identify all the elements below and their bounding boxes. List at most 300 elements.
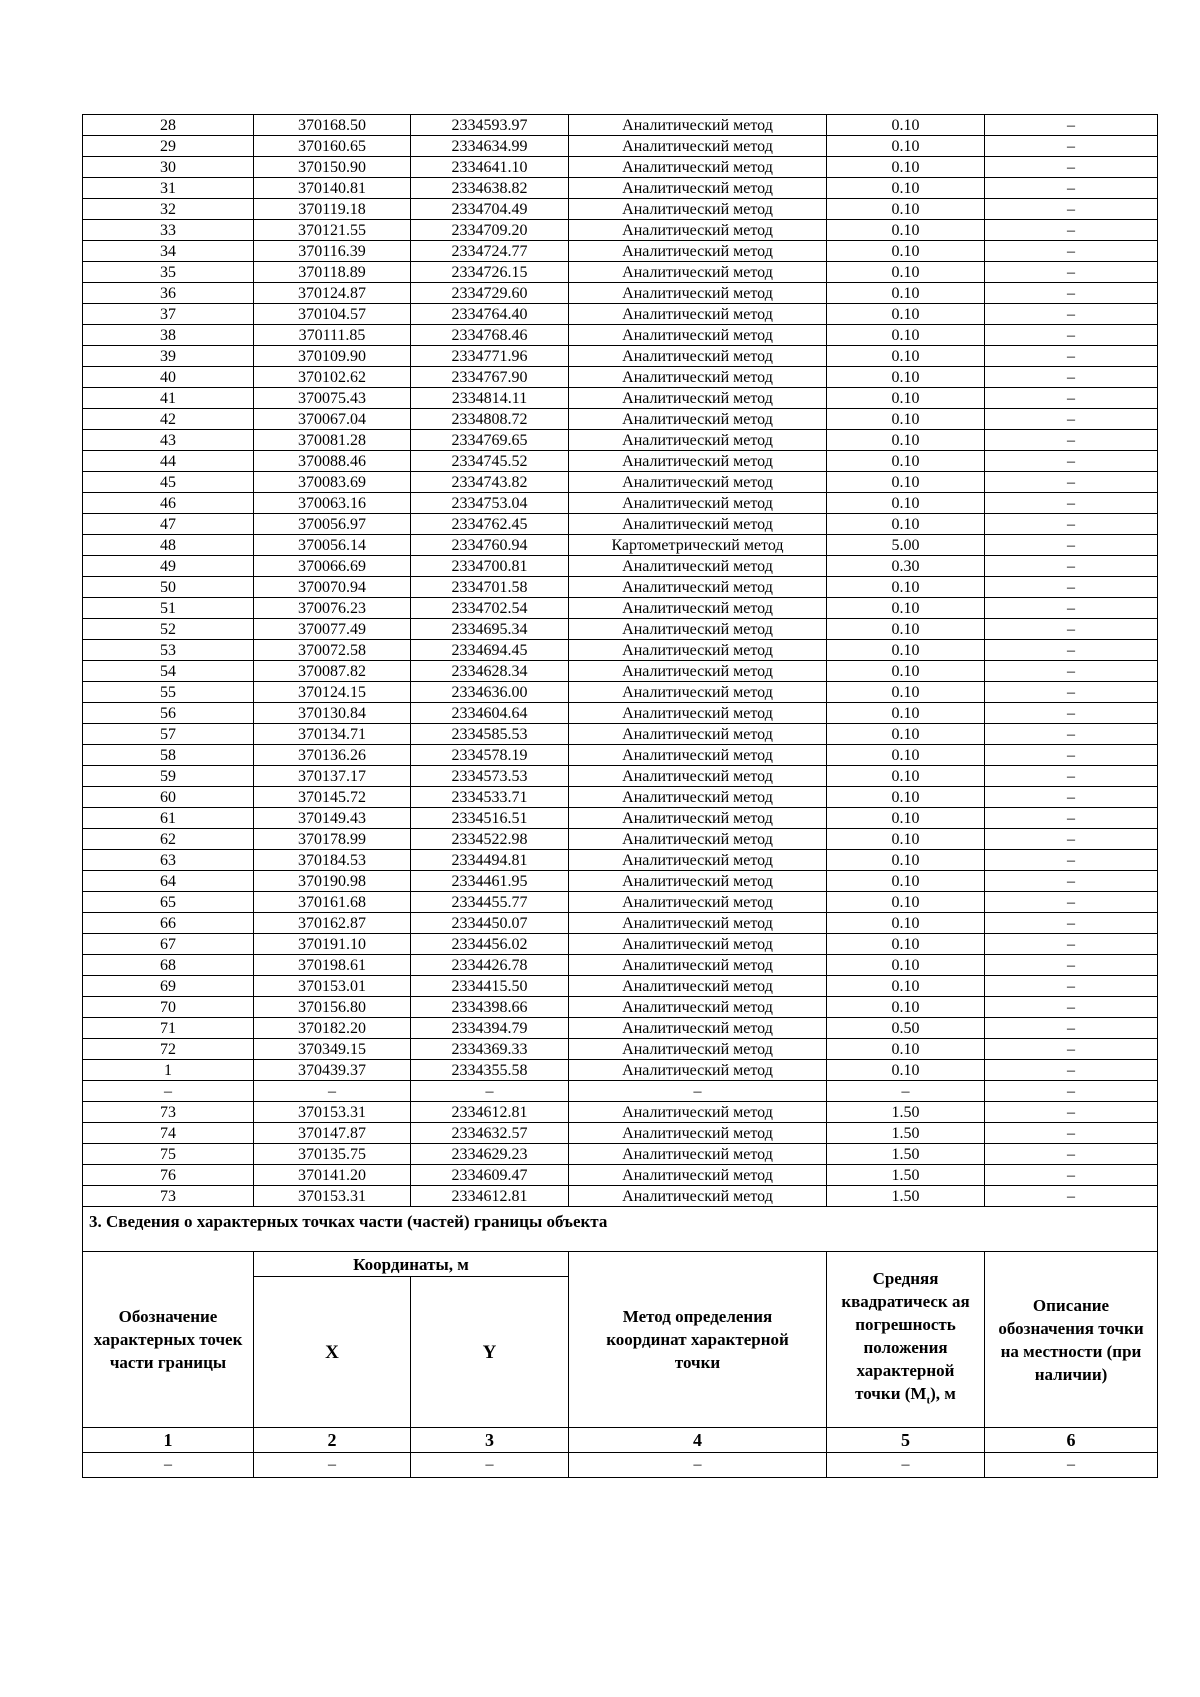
- y-coordinate-cell: 2334426.78: [411, 955, 569, 976]
- table-row: [83, 787, 1158, 808]
- y-coordinate-cell: 2334612.81: [411, 1186, 569, 1207]
- y-coordinate-cell: 2334450.07: [411, 913, 569, 934]
- method-cell: Аналитический метод: [569, 745, 827, 766]
- description-cell: –: [985, 262, 1158, 283]
- x-coordinate-cell: 370070.94: [254, 577, 411, 598]
- method-cell: Аналитический метод: [569, 703, 827, 724]
- x-coordinate-cell: 370111.85: [254, 325, 411, 346]
- point-number-cell: 65: [83, 892, 254, 913]
- point-number-cell: 76: [83, 1165, 254, 1186]
- x-coordinate-cell: 370136.26: [254, 745, 411, 766]
- method-cell: Аналитический метод: [569, 598, 827, 619]
- point-number-cell: 44: [83, 451, 254, 472]
- error-cell: 1.50: [827, 1123, 985, 1144]
- column-number: 6: [985, 1428, 1158, 1453]
- x-coordinate-cell: 370439.37: [254, 1060, 411, 1081]
- point-number-cell: 54: [83, 661, 254, 682]
- point-number-cell: 71: [83, 1018, 254, 1039]
- description-cell: –: [985, 661, 1158, 682]
- table-row: [83, 955, 1158, 976]
- description-cell: –: [985, 430, 1158, 451]
- description-cell: –: [985, 1018, 1158, 1039]
- table-row: [83, 1060, 1158, 1081]
- y-coordinate-cell: 2334355.58: [411, 1060, 569, 1081]
- error-cell: 0.10: [827, 388, 985, 409]
- x-coordinate-cell: 370134.71: [254, 724, 411, 745]
- description-cell: –: [985, 451, 1158, 472]
- method-cell: Картометрический метод: [569, 535, 827, 556]
- x-coordinate-cell: 370349.15: [254, 1039, 411, 1060]
- y-coordinate-cell: –: [411, 1081, 569, 1102]
- table-row: [83, 1102, 1158, 1123]
- table-row: [83, 1165, 1158, 1186]
- table-row: [83, 829, 1158, 850]
- point-number-cell: 59: [83, 766, 254, 787]
- point-number-cell: 57: [83, 724, 254, 745]
- y-coordinate-cell: 2334753.04: [411, 493, 569, 514]
- x-coordinate-cell: 370104.57: [254, 304, 411, 325]
- table-row: [83, 976, 1158, 997]
- y-coordinate-cell: 2334456.02: [411, 934, 569, 955]
- x-coordinate-cell: 370072.58: [254, 640, 411, 661]
- error-cell: 0.10: [827, 766, 985, 787]
- table-row: [83, 535, 1158, 556]
- error-cell: 0.10: [827, 745, 985, 766]
- error-cell: 0.10: [827, 997, 985, 1018]
- x-coordinate-cell: –: [254, 1081, 411, 1102]
- point-number-cell: 47: [83, 514, 254, 535]
- x-coordinate-cell: 370147.87: [254, 1123, 411, 1144]
- table-row: [83, 577, 1158, 598]
- description-cell: –: [985, 325, 1158, 346]
- table-row: [83, 808, 1158, 829]
- table-row: [83, 934, 1158, 955]
- table-row: [83, 220, 1158, 241]
- x-coordinate-cell: 370119.18: [254, 199, 411, 220]
- error-cell: 0.10: [827, 241, 985, 262]
- y-coordinate-cell: 2334767.90: [411, 367, 569, 388]
- point-number-cell: 39: [83, 346, 254, 367]
- y-coordinate-cell: 2334634.99: [411, 136, 569, 157]
- x-coordinate-cell: 370145.72: [254, 787, 411, 808]
- point-number-cell: 32: [83, 199, 254, 220]
- y-coordinate-cell: 2334628.34: [411, 661, 569, 682]
- table-row: [83, 661, 1158, 682]
- column-numbers-row: [83, 1428, 1158, 1453]
- y-coordinate-cell: 2334702.54: [411, 598, 569, 619]
- method-cell: Аналитический метод: [569, 682, 827, 703]
- y-coordinate-cell: 2334726.15: [411, 262, 569, 283]
- point-number-cell: 34: [83, 241, 254, 262]
- point-number-cell: 42: [83, 409, 254, 430]
- y-coordinate-cell: 2334641.10: [411, 157, 569, 178]
- point-number-cell: 35: [83, 262, 254, 283]
- error-cell: 0.10: [827, 325, 985, 346]
- table-row: [83, 1123, 1158, 1144]
- point-number-cell: 51: [83, 598, 254, 619]
- description-cell: –: [985, 409, 1158, 430]
- point-number-cell: 37: [83, 304, 254, 325]
- description-cell: –: [985, 556, 1158, 577]
- method-cell: Аналитический метод: [569, 955, 827, 976]
- y-coordinate-cell: 2334769.65: [411, 430, 569, 451]
- description-cell: –: [985, 283, 1158, 304]
- x-coordinate-cell: 370153.31: [254, 1102, 411, 1123]
- x-coordinate-cell: 370191.10: [254, 934, 411, 955]
- y-coordinate-cell: 2334461.95: [411, 871, 569, 892]
- table-row: [83, 556, 1158, 577]
- method-cell: Аналитический метод: [569, 997, 827, 1018]
- error-cell: 0.10: [827, 346, 985, 367]
- error-cell: 0.10: [827, 283, 985, 304]
- empty-cell: –: [411, 1453, 569, 1478]
- error-cell: 0.10: [827, 976, 985, 997]
- method-cell: Аналитический метод: [569, 913, 827, 934]
- table-row: [83, 283, 1158, 304]
- y-coordinate-cell: 2334369.33: [411, 1039, 569, 1060]
- error-cell: 0.10: [827, 220, 985, 241]
- method-cell: Аналитический метод: [569, 220, 827, 241]
- method-cell: Аналитический метод: [569, 1186, 827, 1207]
- table-row: [83, 913, 1158, 934]
- y-coordinate-cell: 2334494.81: [411, 850, 569, 871]
- description-cell: –: [985, 682, 1158, 703]
- error-cell: 0.10: [827, 850, 985, 871]
- error-cell: 0.30: [827, 556, 985, 577]
- method-cell: Аналитический метод: [569, 325, 827, 346]
- method-cell: Аналитический метод: [569, 346, 827, 367]
- x-coordinate-cell: 370076.23: [254, 598, 411, 619]
- error-cell: 0.10: [827, 661, 985, 682]
- method-cell: Аналитический метод: [569, 1102, 827, 1123]
- table-row: [83, 682, 1158, 703]
- method-cell: Аналитический метод: [569, 1039, 827, 1060]
- table-row: [83, 115, 1158, 136]
- description-cell: –: [985, 346, 1158, 367]
- error-cell: 0.10: [827, 913, 985, 934]
- table-row: [83, 493, 1158, 514]
- description-cell: –: [985, 136, 1158, 157]
- point-number-cell: 46: [83, 493, 254, 514]
- method-cell: Аналитический метод: [569, 409, 827, 430]
- header-coordinates: Координаты, м: [254, 1252, 569, 1277]
- x-coordinate-cell: 370182.20: [254, 1018, 411, 1039]
- table-row: [83, 199, 1158, 220]
- table-row: [83, 997, 1158, 1018]
- y-coordinate-cell: 2334808.72: [411, 409, 569, 430]
- point-number-cell: 72: [83, 1039, 254, 1060]
- description-cell: –: [985, 304, 1158, 325]
- x-coordinate-cell: 370156.80: [254, 997, 411, 1018]
- x-coordinate-cell: 370087.82: [254, 661, 411, 682]
- description-cell: –: [985, 1144, 1158, 1165]
- method-cell: Аналитический метод: [569, 577, 827, 598]
- table-row: [83, 1039, 1158, 1060]
- point-number-cell: 38: [83, 325, 254, 346]
- error-cell: 0.10: [827, 682, 985, 703]
- table-row: [83, 1186, 1158, 1207]
- method-cell: Аналитический метод: [569, 829, 827, 850]
- table-row: [83, 724, 1158, 745]
- description-cell: –: [985, 1186, 1158, 1207]
- method-cell: Аналитический метод: [569, 976, 827, 997]
- error-cell: 1.50: [827, 1186, 985, 1207]
- error-cell: 0.10: [827, 577, 985, 598]
- description-cell: –: [985, 577, 1158, 598]
- error-cell: –: [827, 1081, 985, 1102]
- point-number-cell: 36: [83, 283, 254, 304]
- y-coordinate-cell: 2334709.20: [411, 220, 569, 241]
- x-coordinate-cell: 370130.84: [254, 703, 411, 724]
- method-cell: Аналитический метод: [569, 304, 827, 325]
- method-cell: Аналитический метод: [569, 619, 827, 640]
- y-coordinate-cell: 2334768.46: [411, 325, 569, 346]
- description-cell: –: [985, 1039, 1158, 1060]
- point-number-cell: 45: [83, 472, 254, 493]
- table-row: [83, 346, 1158, 367]
- method-cell: Аналитический метод: [569, 1123, 827, 1144]
- y-coordinate-cell: 2334701.58: [411, 577, 569, 598]
- x-coordinate-cell: 370066.69: [254, 556, 411, 577]
- description-cell: –: [985, 913, 1158, 934]
- x-coordinate-cell: 370056.97: [254, 514, 411, 535]
- table-row: [83, 388, 1158, 409]
- error-cell: 0.10: [827, 178, 985, 199]
- description-cell: –: [985, 514, 1158, 535]
- table-row: [83, 178, 1158, 199]
- y-coordinate-cell: 2334585.53: [411, 724, 569, 745]
- y-coordinate-cell: 2334522.98: [411, 829, 569, 850]
- method-cell: Аналитический метод: [569, 808, 827, 829]
- x-coordinate-cell: 370161.68: [254, 892, 411, 913]
- method-cell: Аналитический метод: [569, 367, 827, 388]
- error-cell: 5.00: [827, 535, 985, 556]
- table-row: [83, 409, 1158, 430]
- y-coordinate-cell: 2334609.47: [411, 1165, 569, 1186]
- description-cell: –: [985, 934, 1158, 955]
- x-coordinate-cell: 370149.43: [254, 808, 411, 829]
- method-cell: Аналитический метод: [569, 283, 827, 304]
- table-row: [83, 262, 1158, 283]
- method-cell: Аналитический метод: [569, 199, 827, 220]
- y-coordinate-cell: 2334729.60: [411, 283, 569, 304]
- y-coordinate-cell: 2334398.66: [411, 997, 569, 1018]
- column-number: 3: [411, 1428, 569, 1453]
- y-coordinate-cell: 2334516.51: [411, 808, 569, 829]
- point-number-cell: 48: [83, 535, 254, 556]
- point-number-cell: 53: [83, 640, 254, 661]
- y-coordinate-cell: 2334415.50: [411, 976, 569, 997]
- table-row: [83, 766, 1158, 787]
- point-number-cell: 43: [83, 430, 254, 451]
- error-cell: 0.10: [827, 493, 985, 514]
- error-cell: 0.10: [827, 598, 985, 619]
- y-coordinate-cell: 2334771.96: [411, 346, 569, 367]
- error-cell: 0.10: [827, 136, 985, 157]
- column-number: 1: [83, 1428, 254, 1453]
- table-row: [83, 745, 1158, 766]
- point-number-cell: 40: [83, 367, 254, 388]
- method-cell: Аналитический метод: [569, 1144, 827, 1165]
- method-cell: Аналитический метод: [569, 934, 827, 955]
- point-number-cell: 69: [83, 976, 254, 997]
- x-coordinate-cell: 370121.55: [254, 220, 411, 241]
- table-row: [83, 619, 1158, 640]
- x-coordinate-cell: 370102.62: [254, 367, 411, 388]
- point-number-cell: 55: [83, 682, 254, 703]
- description-cell: –: [985, 871, 1158, 892]
- y-coordinate-cell: 2334704.49: [411, 199, 569, 220]
- error-cell: 0.10: [827, 787, 985, 808]
- table-row: [83, 451, 1158, 472]
- table-row: [83, 241, 1158, 262]
- point-number-cell: –: [83, 1081, 254, 1102]
- header-y: Y: [411, 1277, 569, 1428]
- header-method: Метод определения координат характерной точки: [569, 1252, 827, 1428]
- point-number-cell: 68: [83, 955, 254, 976]
- x-coordinate-cell: 370083.69: [254, 472, 411, 493]
- description-cell: –: [985, 892, 1158, 913]
- description-cell: –: [985, 640, 1158, 661]
- y-coordinate-cell: 2334743.82: [411, 472, 569, 493]
- error-cell: 0.10: [827, 1039, 985, 1060]
- column-number: 5: [827, 1428, 985, 1453]
- error-cell: 1.50: [827, 1102, 985, 1123]
- description-cell: –: [985, 367, 1158, 388]
- description-cell: –: [985, 745, 1158, 766]
- error-cell: 0.10: [827, 1060, 985, 1081]
- method-cell: Аналитический метод: [569, 262, 827, 283]
- table-row: [83, 430, 1158, 451]
- method-cell: Аналитический метод: [569, 871, 827, 892]
- y-coordinate-cell: 2334394.79: [411, 1018, 569, 1039]
- description-cell: –: [985, 955, 1158, 976]
- y-coordinate-cell: 2334612.81: [411, 1102, 569, 1123]
- x-coordinate-cell: 370178.99: [254, 829, 411, 850]
- error-cell: 0.10: [827, 619, 985, 640]
- method-cell: Аналитический метод: [569, 1018, 827, 1039]
- method-cell: Аналитический метод: [569, 724, 827, 745]
- description-cell: –: [985, 535, 1158, 556]
- method-cell: Аналитический метод: [569, 556, 827, 577]
- point-number-cell: 64: [83, 871, 254, 892]
- error-cell: 0.10: [827, 472, 985, 493]
- column-number: 2: [254, 1428, 411, 1453]
- y-coordinate-cell: 2334695.34: [411, 619, 569, 640]
- point-number-cell: 73: [83, 1102, 254, 1123]
- x-coordinate-cell: 370153.31: [254, 1186, 411, 1207]
- method-cell: Аналитический метод: [569, 178, 827, 199]
- method-cell: Аналитический метод: [569, 766, 827, 787]
- description-cell: –: [985, 1102, 1158, 1123]
- table-row: [83, 136, 1158, 157]
- point-number-cell: 60: [83, 787, 254, 808]
- y-coordinate-cell: 2334762.45: [411, 514, 569, 535]
- table-row: [83, 514, 1158, 535]
- point-number-cell: 1: [83, 1060, 254, 1081]
- description-cell: –: [985, 1123, 1158, 1144]
- description-cell: –: [985, 787, 1158, 808]
- description-cell: –: [985, 619, 1158, 640]
- error-cell: 1.50: [827, 1144, 985, 1165]
- method-cell: Аналитический метод: [569, 850, 827, 871]
- method-cell: Аналитический метод: [569, 640, 827, 661]
- description-cell: –: [985, 1081, 1158, 1102]
- point-number-cell: 63: [83, 850, 254, 871]
- y-coordinate-cell: 2334700.81: [411, 556, 569, 577]
- error-cell: 0.10: [827, 808, 985, 829]
- y-coordinate-cell: 2334636.00: [411, 682, 569, 703]
- description-cell: –: [985, 157, 1158, 178]
- point-number-cell: 61: [83, 808, 254, 829]
- y-coordinate-cell: 2334455.77: [411, 892, 569, 913]
- x-coordinate-cell: 370137.17: [254, 766, 411, 787]
- description-cell: –: [985, 493, 1158, 514]
- table-row: [83, 892, 1158, 913]
- empty-cell: –: [254, 1453, 411, 1478]
- error-cell: 0.10: [827, 367, 985, 388]
- x-coordinate-cell: 370109.90: [254, 346, 411, 367]
- error-cell: 0.10: [827, 934, 985, 955]
- description-cell: –: [985, 241, 1158, 262]
- error-cell: 0.10: [827, 871, 985, 892]
- table-row: [83, 1144, 1158, 1165]
- method-cell: Аналитический метод: [569, 892, 827, 913]
- method-cell: –: [569, 1081, 827, 1102]
- x-coordinate-cell: 370141.20: [254, 1165, 411, 1186]
- method-cell: Аналитический метод: [569, 472, 827, 493]
- error-cell: 0.10: [827, 304, 985, 325]
- header-error: Средняя квадратическ ая погрешность положения характерной точки $(M_t)$, м: [827, 1252, 985, 1428]
- point-number-cell: 62: [83, 829, 254, 850]
- method-cell: Аналитический метод: [569, 115, 827, 136]
- section3-title: 3. Сведения о характерных точках части (частей) границы объекта: [83, 1207, 1158, 1252]
- error-cell: 0.10: [827, 514, 985, 535]
- description-cell: –: [985, 829, 1158, 850]
- x-coordinate-cell: 370184.53: [254, 850, 411, 871]
- point-number-cell: 50: [83, 577, 254, 598]
- error-cell: 0.10: [827, 703, 985, 724]
- error-cell: 0.10: [827, 199, 985, 220]
- description-cell: –: [985, 808, 1158, 829]
- empty-cell: –: [985, 1453, 1158, 1478]
- x-coordinate-cell: 370063.16: [254, 493, 411, 514]
- point-number-cell: 29: [83, 136, 254, 157]
- x-coordinate-cell: 370067.04: [254, 409, 411, 430]
- y-coordinate-cell: 2334629.23: [411, 1144, 569, 1165]
- point-number-cell: 70: [83, 997, 254, 1018]
- error-cell: 0.10: [827, 451, 985, 472]
- description-cell: –: [985, 598, 1158, 619]
- description-cell: –: [985, 766, 1158, 787]
- method-cell: Аналитический метод: [569, 1060, 827, 1081]
- empty-cell: –: [569, 1453, 827, 1478]
- error-cell: 0.10: [827, 115, 985, 136]
- point-number-cell: 30: [83, 157, 254, 178]
- y-coordinate-cell: 2334694.45: [411, 640, 569, 661]
- table-row: [83, 640, 1158, 661]
- x-coordinate-cell: 370056.14: [254, 535, 411, 556]
- point-number-cell: 73: [83, 1186, 254, 1207]
- method-cell: Аналитический метод: [569, 157, 827, 178]
- table-row: [83, 367, 1158, 388]
- y-coordinate-cell: 2334760.94: [411, 535, 569, 556]
- point-number-cell: 28: [83, 115, 254, 136]
- point-number-cell: 74: [83, 1123, 254, 1144]
- description-cell: –: [985, 850, 1158, 871]
- x-coordinate-cell: 370150.90: [254, 157, 411, 178]
- description-cell: –: [985, 724, 1158, 745]
